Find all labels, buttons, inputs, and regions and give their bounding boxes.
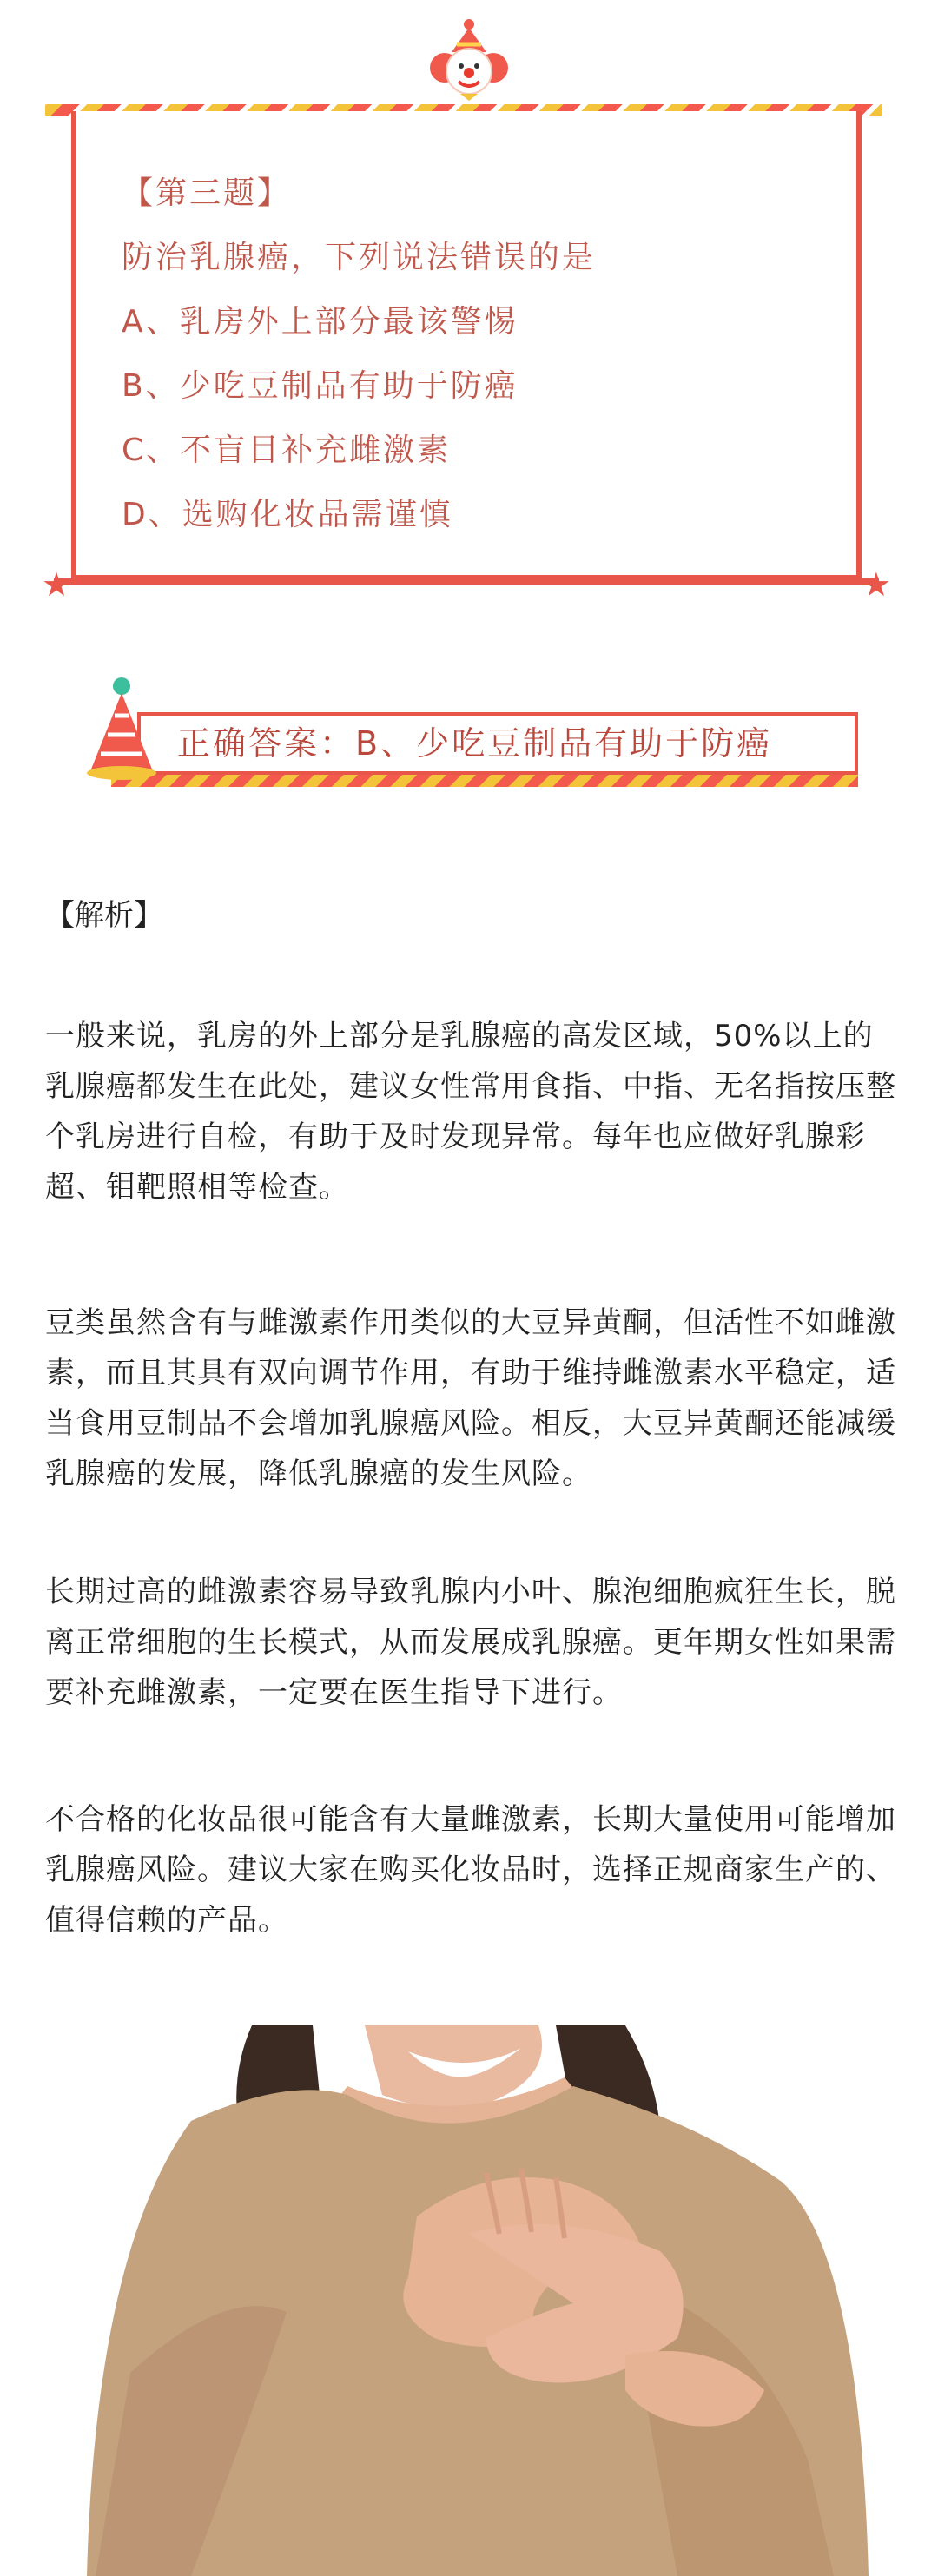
answer-box	[76, 683, 858, 787]
card-bottom-bar	[54, 578, 879, 585]
explanation-paragraph-2: 豆类虽然含有与雌激素作用类似的大豆异黄酮，但活性不如雌激素，而且其具有双向调节作用，有助于维持雌激素水平稳定，适当食用豆制品不会增加乳腺癌风险。相反，大豆异黄酮还能减缓乳腺癌的发展，降低乳腺癌的发生风险。	[45, 1305, 896, 1491]
quiz-option-b: B、少吃豆制品有助于防癌	[122, 368, 519, 404]
quiz-question: 防治乳腺癌，下列说法错误的是	[122, 240, 597, 275]
explanation-title: 【解析】	[45, 898, 163, 933]
star-icon: ★	[42, 565, 72, 604]
quiz-option-d: D、选购化妆品需谨慎	[122, 497, 453, 532]
party-hat-icon	[82, 674, 160, 787]
clown-face-icon	[426, 17, 512, 104]
correct-answer-text: 正确答案：B、少吃豆制品有助于防癌	[177, 724, 773, 763]
explanation-paragraph-4: 不合格的化妆品很可能含有大量雌激素，长期大量使用可能增加乳腺癌风险。建议大家在购买化妆品时，选择正规商家生产的、值得信赖的产品。	[45, 1802, 896, 1938]
quiz-option-c: C、不盲目补充雌激素	[122, 433, 452, 468]
explanation-paragraph-3: 长期过高的雌激素容易导致乳腺内小叶、腺泡细胞疯狂生长，脱离正常细胞的生长模式，从而发展成乳腺癌。更年期女性如果需要补充雌激素，一定要在医生指导下进行。	[45, 1575, 896, 1710]
watermark: 大众日报	[12, 2553, 82, 2574]
star-icon: ★	[861, 565, 891, 604]
quiz-content	[122, 162, 596, 547]
quiz-option-a: A、乳房外上部分最该警惕	[122, 304, 519, 340]
woman-chest-photo	[0, 2025, 938, 2576]
quiz-heading: 【第三题】	[122, 175, 292, 211]
explanation-paragraph-1: 一般来说，乳房的外上部分是乳腺癌的高发区域，50%以上的乳腺癌都发生在此处，建议女性常用食指、中指、无名指按压整个乳房进行自检，有助于及时发现异常。每年也应做好乳腺彩超、钼靶照相等检查。	[45, 1019, 896, 1205]
